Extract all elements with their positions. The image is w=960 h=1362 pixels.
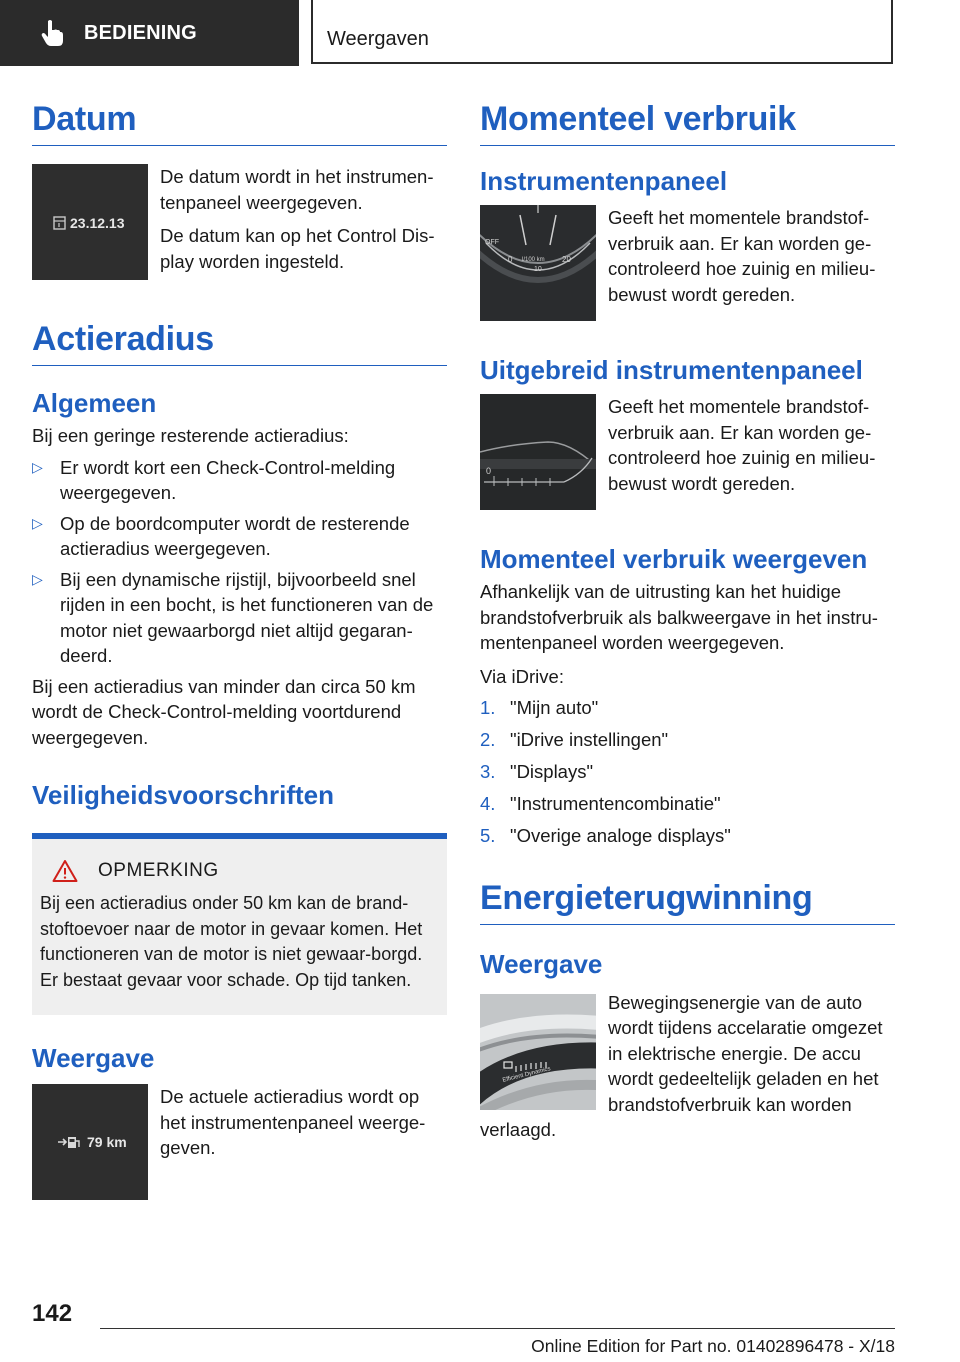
page-number: 142: [32, 1300, 73, 1327]
momenteel-heading: Momenteel verbruik: [480, 100, 895, 146]
gauge-twenty-label: 20: [562, 255, 571, 264]
weergave-heading: Weergave: [32, 1043, 155, 1073]
list-item: ▷ Op de boordcomputer wordt de resterende actieradius weergegeven.: [32, 512, 410, 559]
uitgebreid-text: Geeft het momentele brandstof-verbruik aan. Er kan worden ge-controleerd hoe zuinig en milieu-bewust wordt gereden.: [608, 396, 876, 494]
warning-box: [32, 833, 447, 1015]
warning-label: OPMERKING: [98, 860, 219, 881]
weergeven-text: Afhankelijk van de uitrusting kan het huidige brandstofverbruik als balkweergave in het instru-mentenpaneel worden weergegeven.: [480, 581, 878, 653]
energie-text: Bewegingsenergie van de auto wordt tijdens accelaratie omgezet in elektrische energie. De accu wordt gedeeltelijk geladen en het brandstofverbruik kan worden verlaagd.: [480, 991, 883, 1140]
list-item: ▷ Er wordt kort een Check-Control-melding weergegeven.: [32, 456, 396, 503]
actieradius-heading: Actieradius: [32, 320, 447, 366]
warning-text: Bij een actieradius onder 50 km kan de brand-stoftoevoer naar de motor in gevaar komen. Het functioneren van de motor is niet gewaar-borgd. Er bestaat gevaar voor schade. Op tijd tanken.: [40, 893, 423, 990]
idrive-steps: [480, 695, 895, 849]
efficient-dynamics-label: Efficient Dynamics: [502, 1065, 552, 1084]
weergeven-heading: Momenteel verbruik weergeven: [480, 544, 868, 574]
datum-text-2: De datum kan op het Control Dis-play worden ingesteld.: [160, 225, 435, 272]
list-item: 4. "Instrumentencombinatie": [480, 793, 721, 814]
gauge-off-label: OFF: [485, 239, 499, 246]
consumption-gauge-image: [480, 205, 596, 321]
datum-heading: Datum: [32, 100, 447, 146]
footer-divider: [100, 1328, 895, 1329]
list-item: ▷ Bij een dynamische rijstijl, bijvoorbeeld snel rijden in een bocht, is het functioneren van de motor niet gewaarborgd niet altijd gegaran-deerd.: [32, 568, 434, 666]
veiligheid-heading: Veiligheidsvoorschriften: [32, 780, 334, 810]
gauge-zero-label: 0: [508, 255, 513, 264]
energie-block: [480, 990, 895, 1143]
triangle-bullet-icon: ▷: [32, 458, 43, 475]
datum-text-1: De datum wordt in het instrumen-tenpaneel weergegeven.: [160, 166, 434, 213]
actieradius-bullets: [32, 455, 447, 669]
hand-pointer-icon: [40, 19, 64, 47]
range-display-text: 79 km: [87, 1134, 127, 1150]
triangle-bullet-icon: ▷: [32, 570, 43, 587]
weergave-text: De actuele actieradius wordt op het instrumentenpaneel weerge-geven.: [160, 1086, 426, 1158]
list-item: 5. "Overige analoge displays": [480, 825, 731, 846]
gauge-unit-label: l/100 km: [522, 257, 545, 263]
section-tab: [0, 0, 299, 66]
energie-weergave-heading: Weergave: [480, 948, 603, 979]
efficient-dynamics-image: [480, 994, 596, 1110]
left-column: [32, 100, 447, 1200]
chapter-tab: [311, 0, 893, 64]
energie-heading: Energieterugwinning: [480, 879, 895, 925]
gauge-ten-label: 10: [534, 266, 542, 273]
extended-zero-label: 0: [486, 466, 492, 476]
instrumentenpaneel-text: Geeft het momentele brandstof-verbruik aan. Er kan worden ge-controleerd hoe zuinig en milieu-bewust wordt gereden.: [608, 207, 876, 305]
actieradius-outro: Bij een actieradius van minder dan circa 50 km wordt de Check-Control-melding voortdurend weergegeven.: [32, 675, 416, 748]
right-column: [480, 100, 895, 1143]
date-display-text: 23.12.13: [70, 215, 125, 231]
list-item: 1. "Mijn auto": [480, 697, 599, 718]
list-item: 2. "iDrive instellingen": [480, 729, 669, 750]
weergave-block: [32, 1084, 447, 1200]
uitgebreid-block: [480, 394, 895, 510]
chapter-label: Weergaven: [327, 28, 429, 50]
extended-panel-image: [480, 394, 596, 510]
actieradius-intro: Bij een geringe resterende actieradius:: [32, 425, 349, 446]
warning-triangle-icon: [52, 859, 78, 883]
range-display-image: [32, 1084, 148, 1200]
uitgebreid-heading: Uitgebreid instrumentenpaneel: [480, 355, 863, 385]
footer-edition: Online Edition for Part no. 01402896478 - X/18: [531, 1336, 895, 1356]
via-idrive-text: Via iDrive:: [480, 665, 564, 687]
triangle-bullet-icon: ▷: [32, 514, 43, 531]
section-label: BEDIENING: [84, 21, 197, 44]
list-item: 3. "Displays": [480, 761, 594, 782]
date-display-image: [32, 164, 148, 280]
instrumentenpaneel-heading: Instrumentenpaneel: [480, 166, 728, 196]
instrumentenpaneel-block: [480, 205, 895, 321]
algemeen-heading: Algemeen: [32, 388, 157, 418]
datum-block: [32, 164, 447, 280]
